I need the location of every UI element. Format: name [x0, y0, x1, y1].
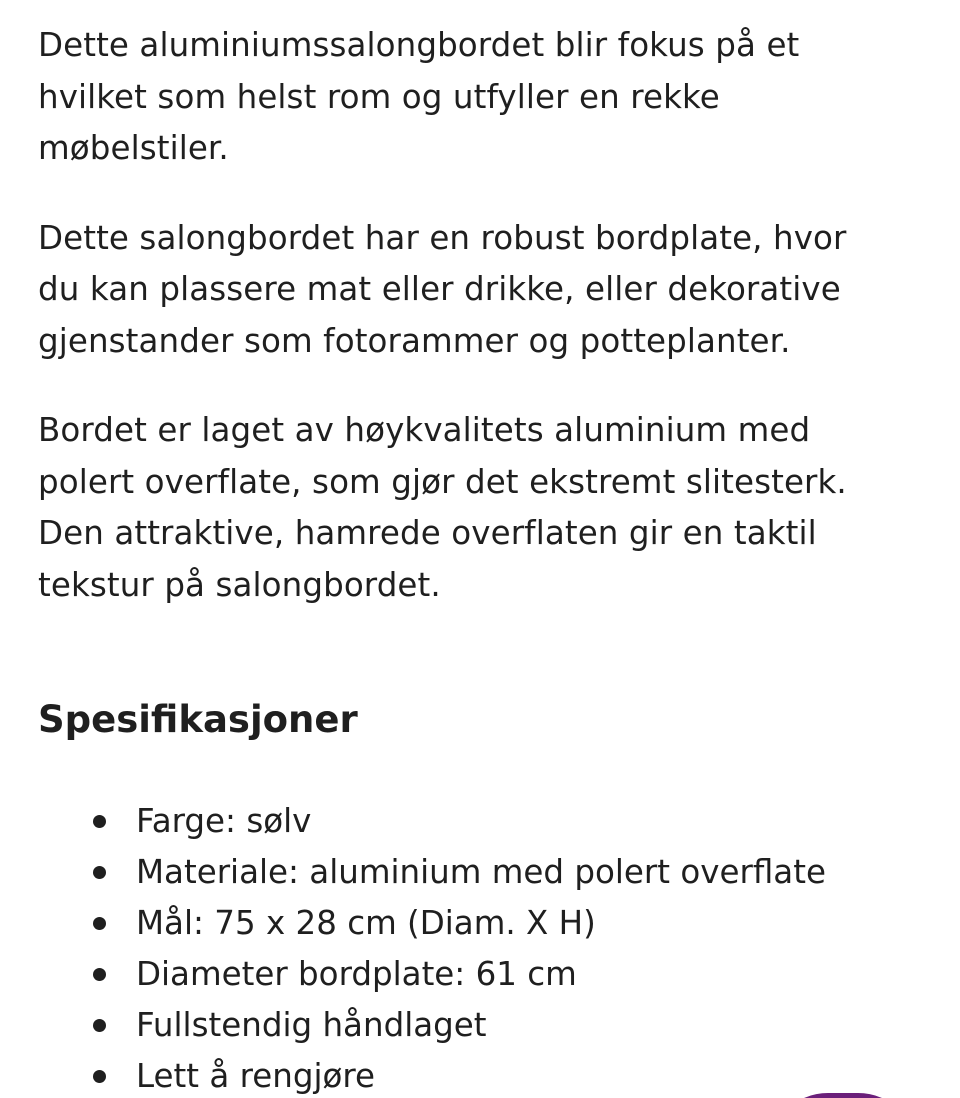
spec-item-material [38, 847, 826, 898]
specs-list [38, 796, 826, 1098]
bullet-icon [93, 1070, 106, 1083]
spec-item-label: Diameter bordplate: 61 cm [136, 955, 577, 993]
bullet-icon [93, 917, 106, 930]
description-paragraph-2 [38, 213, 918, 368]
spec-item-handmade [38, 1000, 826, 1051]
description-line: Dette aluminiumssalongbordet blir fokus på et [38, 26, 800, 64]
spec-item-label: Farge: sølv [136, 802, 312, 840]
description-line: du kan plassere mat eller drikke, eller dekorative [38, 270, 841, 308]
bullet-icon [93, 866, 106, 879]
spec-item-easy-clean [38, 1051, 826, 1098]
description-line: Dette salongbordet har en robust bordplate, hvor [38, 218, 847, 257]
description-paragraph-3 [38, 405, 918, 611]
bullet-icon [93, 968, 106, 981]
spec-item-top-diameter [38, 949, 826, 1000]
spec-item-dimensions [38, 898, 826, 949]
product-description [38, 20, 918, 743]
spec-item-label: Lett å rengjøre [136, 1057, 376, 1095]
specs-heading: Spesifikasjoner [38, 698, 358, 741]
description-line: gjenstander som fotorammer og potteplanter. [38, 321, 791, 360]
description-paragraph-1 [38, 20, 918, 175]
description-line: hvilket som helst rom og utfyller en rekke [38, 77, 720, 116]
description-line: møbelstiler. [38, 129, 229, 167]
bullet-icon [93, 815, 106, 828]
description-line: tekstur på salongbordet. [38, 565, 441, 604]
spec-item-label: Fullstendig håndlaget [136, 1006, 487, 1044]
bullet-icon [93, 1019, 106, 1032]
spec-item-color [38, 796, 826, 847]
spec-item-label: Mål: 75 x 28 cm (Diam. X H) [136, 904, 596, 942]
description-line: polert overflate, som gjør det ekstremt slitesterk. [38, 462, 847, 501]
spec-item-label: Materiale: aluminium med polert overflate [136, 853, 826, 891]
description-line: Den attraktive, hamrede overflaten gir en taktil [38, 514, 817, 552]
description-line: Bordet er laget av høykvalitets aluminium med [38, 411, 811, 449]
